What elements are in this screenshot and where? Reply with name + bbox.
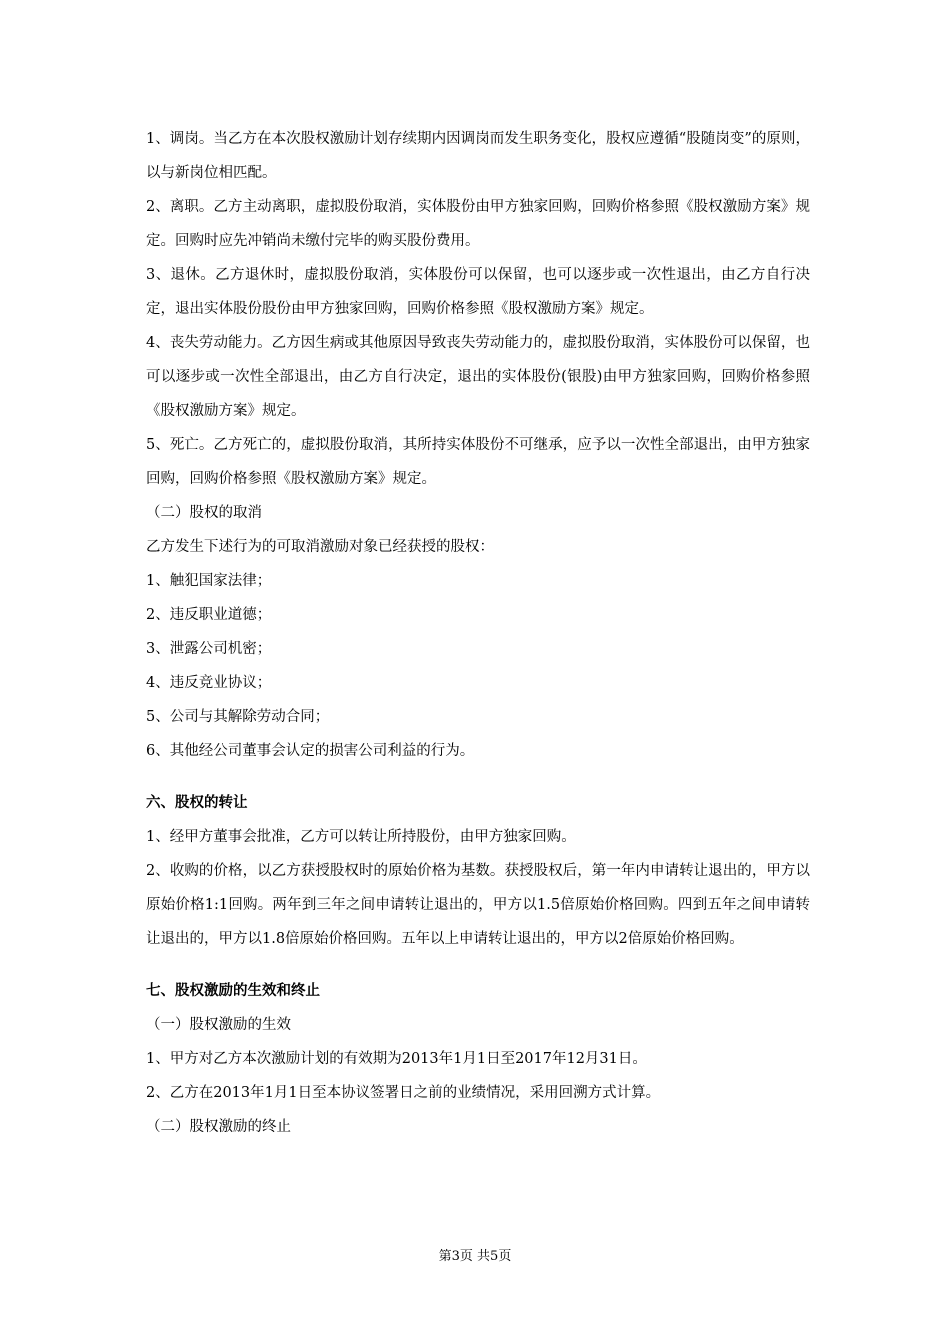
section-heading-transfer: 六、股权的转让 [146, 794, 248, 811]
page-number-footer: 第3页 共5页 [438, 1249, 512, 1264]
paragraph-retirement: 3、退休。乙方退休时，虚拟股份取消，实体股份可以保留，也可以逐步或一次性退出，由乙方自行决定，退出实体股份股份由甲方独家回购，回购价格参照《股权激励方案》规定。 [146, 267, 810, 317]
subheading-effect-end: （二）股权激励的终止 [146, 1119, 291, 1135]
paragraph-cancel-intro: 乙方发生下述行为的可取消激励对象已经获授的股权： [146, 539, 494, 555]
section-spacer [146, 956, 810, 974]
paragraph-retroactive: 2、乙方在2013年1月1日至本协议签署日之前的业绩情况，采用回溯方式计算。 [146, 1085, 661, 1101]
document-body [146, 122, 810, 1144]
subheading-equity-cancel: （二）股权的取消 [146, 505, 262, 521]
list-item: 5、公司与其解除劳动合同； [146, 709, 330, 725]
paragraph-validity-period: 1、甲方对乙方本次激励计划的有效期为2013年1月1日至2017年12月31日。 [146, 1051, 647, 1067]
list-item: 4、违反竞业协议； [146, 675, 272, 691]
section-spacer [146, 768, 810, 786]
list-item: 2、违反职业道德； [146, 607, 272, 623]
paragraph-death: 5、死亡。乙方死亡的，虚拟股份取消，其所持实体股份不可继承，应予以一次性全部退出，由甲方独家回购，回购价格参照《股权激励方案》规定。 [146, 437, 810, 487]
section-heading-effect: 七、股权激励的生效和终止 [146, 982, 320, 999]
list-item: 1、触犯国家法律； [146, 573, 272, 589]
paragraph-transfer-approval: 1、经甲方董事会批准，乙方可以转让所持股份，由甲方独家回购。 [146, 829, 576, 845]
list-item: 6、其他经公司董事会认定的损害公司利益的行为。 [146, 743, 475, 759]
list-item: 3、泄露公司机密； [146, 641, 272, 657]
paragraph-transfer-post: 1、调岗。当乙方在本次股权激励计划存续期内因调岗而发生职务变化，股权应遵循“股随岗变”的原则，以与新岗位相匹配。 [146, 131, 810, 181]
subheading-effect-start: （一）股权激励的生效 [146, 1017, 291, 1033]
paragraph-transfer-price: 2、收购的价格，以乙方获授股权时的原始价格为基数。获授股权后，第一年内申请转让退出的，甲方以原始价格1:1回购。两年到三年之间申请转让退出的，甲方以1.5倍原始价格回购。四到五年之间申请转让退出的，甲方以1.8倍原始价格回购。五年以上申请转让退出的，甲方以2倍原始价格回购。 [146, 863, 810, 947]
paragraph-resignation: 2、离职。乙方主动离职，虚拟股份取消，实体股份由甲方独家回购，回购价格参照《股权激励方案》规定。回购时应先冲销尚未缴付完毕的购买股份费用。 [146, 199, 810, 249]
paragraph-disability: 4、丧失劳动能力。乙方因生病或其他原因导致丧失劳动能力的，虚拟股份取消，实体股份可以保留，也可以逐步或一次性全部退出，由乙方自行决定，退出的实体股份(银股)由甲方独家回购，回购价格参照《股权激励方案》规定。 [146, 335, 810, 419]
